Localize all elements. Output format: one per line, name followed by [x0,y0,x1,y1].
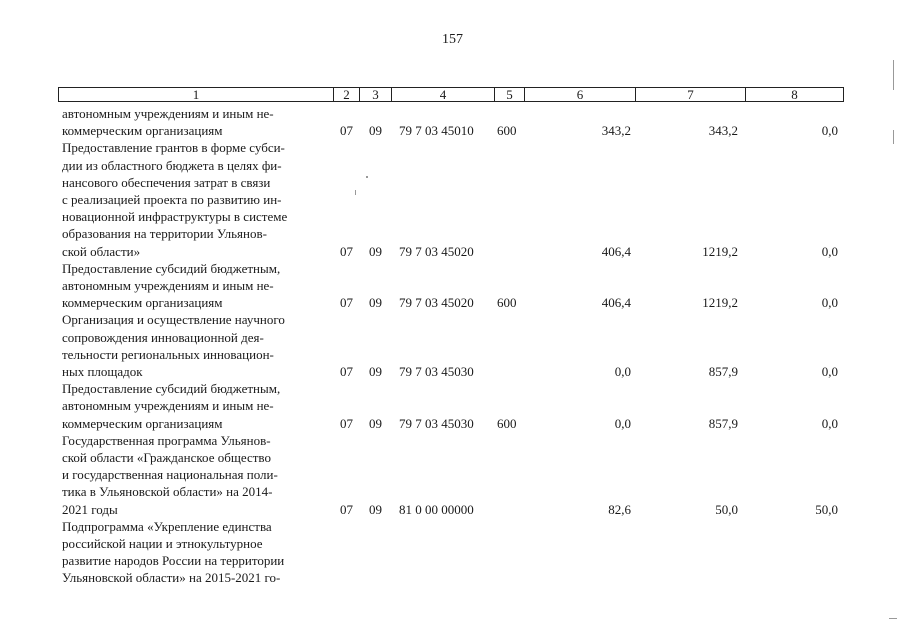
section-code: 07 [340,123,353,139]
amount-col-6: 406,4 [601,295,631,311]
desc-line: нансового обеспечения затрат в связи [62,174,271,190]
desc-line: Организация и осуществление научного [62,312,285,328]
scan-speck [366,176,368,178]
amount-col-6: 343,2 [601,123,631,139]
desc-line: ской области «Гражданское общество [62,450,271,465]
expense-type-code: 600 [497,415,517,431]
row-description [62,105,329,139]
amount-col-8: 50,0 [815,501,838,517]
desc-line: Предоставление грантов в форме субси- [62,140,285,156]
desc-line: и государственная национальная поли- [62,467,278,483]
target-article-code: 79 7 03 45020 [399,243,474,259]
amount-col-7: 857,9 [708,415,738,431]
header-col-5: 5 [495,88,525,101]
desc-line: дии из областного бюджета в целях фи- [62,157,282,173]
desc-line: образования на территории Ульянов- [62,226,267,242]
desc-line: автономным учреждениям и иным не- [62,398,274,414]
amount-col-8: 0,0 [821,295,838,311]
desc-line: коммерческим организациям [62,123,223,139]
desc-line: Предоставление субсидий бюджетным, [62,260,281,276]
desc-line: автономным учреждениям и иным не- [62,106,274,121]
amount-col-7: 857,9 [708,363,738,379]
row-description [62,432,329,518]
target-article-code: 81 0 00 00000 [399,501,474,517]
target-article-code: 79 7 03 45030 [399,363,474,379]
row-description [62,380,329,432]
desc-line: 2021 годы [62,501,118,517]
desc-line: коммерческим организациям [62,415,223,431]
section-code: 07 [340,243,353,259]
header-col-6: 6 [525,88,636,101]
amount-col-8: 0,0 [821,123,838,139]
desc-line: с реализацией проекта по развитию ин- [62,192,282,207]
desc-line: российской нации и этнокультурное [62,536,263,551]
section-code: 07 [340,415,353,431]
header-col-3: 3 [360,88,392,101]
header-col-7: 7 [636,88,746,101]
desc-line: Ульяновской области» на 2015-2021 го- [62,570,281,586]
subsection-code: 09 [369,363,382,379]
header-col-2: 2 [334,88,360,101]
header-col-8: 8 [791,87,798,102]
expense-type-code: 600 [497,123,517,139]
expense-type-code: 600 [497,295,517,311]
amount-col-8: 0,0 [821,415,838,431]
scan-speck [355,190,356,195]
row-description [62,518,329,587]
desc-line: ской области» [62,243,141,259]
desc-line: тика в Ульяновской области» на 2014- [62,484,273,500]
header-col-1: 1 [59,88,334,101]
desc-line: Государственная программа Ульянов- [62,432,271,448]
desc-line: коммерческим организациям [62,295,223,311]
amount-col-6: 0,0 [614,363,631,379]
desc-line: Подпрограмма «Укрепление единства [62,518,272,534]
subsection-code: 09 [369,501,382,517]
subsection-code: 09 [369,243,382,259]
amount-col-7: 343,2 [708,123,738,139]
row-description [62,260,329,312]
row-description [62,139,329,259]
desc-line: тельности региональных инновацион- [62,346,274,362]
desc-line: сопровождения инновационной дея- [62,329,264,345]
row-description [62,311,329,380]
scan-mark [893,60,894,90]
table-header [58,87,844,102]
amount-col-7: 1219,2 [702,243,738,259]
desc-line: автономным учреждениям и иным не- [62,278,274,293]
amount-col-6: 0,0 [614,415,631,431]
scan-mark [893,130,894,144]
desc-line: новационной инфраструктуры в системе [62,209,288,225]
target-article-code: 79 7 03 45010 [399,123,474,139]
subsection-code: 09 [369,123,382,139]
desc-line: Предоставление субсидий бюджетным, [62,381,281,397]
section-code: 07 [340,295,353,311]
desc-line: развитие народов России на территории [62,553,285,569]
section-code: 07 [340,501,353,517]
amount-col-7: 1219,2 [702,295,738,311]
header-col-4: 4 [392,88,495,101]
page-number: 157 [442,32,463,47]
amount-col-6: 82,6 [608,501,631,517]
amount-col-6: 406,4 [601,243,631,259]
subsection-code: 09 [369,415,382,431]
amount-col-8: 0,0 [821,363,838,379]
target-article-code: 79 7 03 45020 [399,295,474,311]
amount-col-8: 0,0 [821,243,838,259]
subsection-code: 09 [369,295,382,311]
amount-col-7: 50,0 [715,501,738,517]
section-code: 07 [340,363,353,379]
scan-mark [889,618,897,619]
target-article-code: 79 7 03 45030 [399,415,474,431]
desc-line: ных площадок [62,364,143,379]
